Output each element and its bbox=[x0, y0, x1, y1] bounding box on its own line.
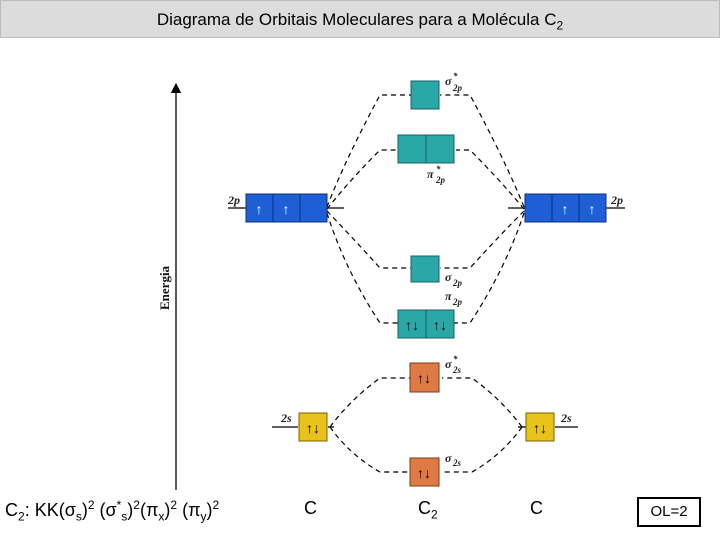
svg-text:*: * bbox=[436, 164, 441, 174]
molecule-label: $C_2$ bbox=[418, 498, 438, 522]
bond-order-box: OL=2 bbox=[637, 497, 701, 527]
sigma-2p-orbital bbox=[411, 256, 439, 282]
sigma-2s-electrons: ↑↓ bbox=[417, 465, 431, 481]
svg-text:σ: σ bbox=[445, 357, 452, 371]
left-2p-label: 2p bbox=[228, 193, 240, 207]
svg-text:π: π bbox=[427, 167, 434, 181]
right-2p-label: 2p bbox=[611, 193, 623, 207]
pi-2p-label bbox=[445, 289, 463, 307]
svg-text:↑↓: ↑↓ bbox=[405, 317, 419, 333]
sigma-star-2p-orbital bbox=[411, 81, 439, 109]
pi-star-2p-orbitals bbox=[398, 135, 454, 163]
svg-text:↑: ↑ bbox=[282, 201, 290, 217]
svg-text:π: π bbox=[445, 289, 452, 303]
atom-right-label: C bbox=[530, 498, 543, 518]
svg-text:2p: 2p bbox=[453, 297, 462, 307]
svg-text:σ: σ bbox=[445, 451, 452, 465]
correlation-lines-2p bbox=[327, 95, 524, 323]
svg-text:2s: 2s bbox=[453, 458, 462, 468]
svg-text:2p: 2p bbox=[453, 278, 462, 288]
sigma-star-2s-electrons: ↑↓ bbox=[417, 370, 431, 386]
svg-text:2s: 2s bbox=[453, 365, 462, 375]
electron-configuration: $C_2$: $KK(\sigma_s)^2$ $(\sigma^*_s)^2(\pi_x)^2$ $(\pi_y)^2$ bbox=[5, 498, 220, 524]
svg-text:2p: 2p bbox=[436, 175, 445, 185]
title-subscript: 2 bbox=[556, 18, 564, 33]
sigma-star-2s-label bbox=[445, 354, 462, 375]
svg-text:*: * bbox=[453, 354, 458, 364]
svg-text:↑: ↑ bbox=[255, 201, 263, 217]
right-2s-label: 2s bbox=[561, 411, 572, 425]
right-2s-electrons: ↑↓ bbox=[533, 420, 547, 436]
svg-text:2p: 2p bbox=[453, 83, 462, 93]
atom-left-label: C bbox=[304, 498, 317, 518]
svg-text:↑↓: ↑↓ bbox=[433, 317, 447, 333]
pi-star-2p-label bbox=[427, 164, 446, 185]
svg-text:↑: ↑ bbox=[588, 201, 596, 217]
left-2s-electrons: ↑↓ bbox=[306, 420, 320, 436]
sigma-2s-label bbox=[445, 451, 462, 468]
energy-axis-label: Energia bbox=[157, 265, 172, 310]
svg-text:↑: ↑ bbox=[561, 201, 569, 217]
title-text: Diagrama de Orbitais Moleculares para a Molécula C bbox=[156, 10, 557, 29]
svg-text:σ: σ bbox=[445, 74, 452, 88]
sigma-star-2p-label bbox=[445, 71, 463, 93]
left-2s-label: 2s bbox=[281, 411, 292, 425]
svg-text:σ: σ bbox=[445, 270, 452, 284]
svg-text:*: * bbox=[453, 71, 458, 81]
sigma-2p-label bbox=[445, 270, 463, 288]
